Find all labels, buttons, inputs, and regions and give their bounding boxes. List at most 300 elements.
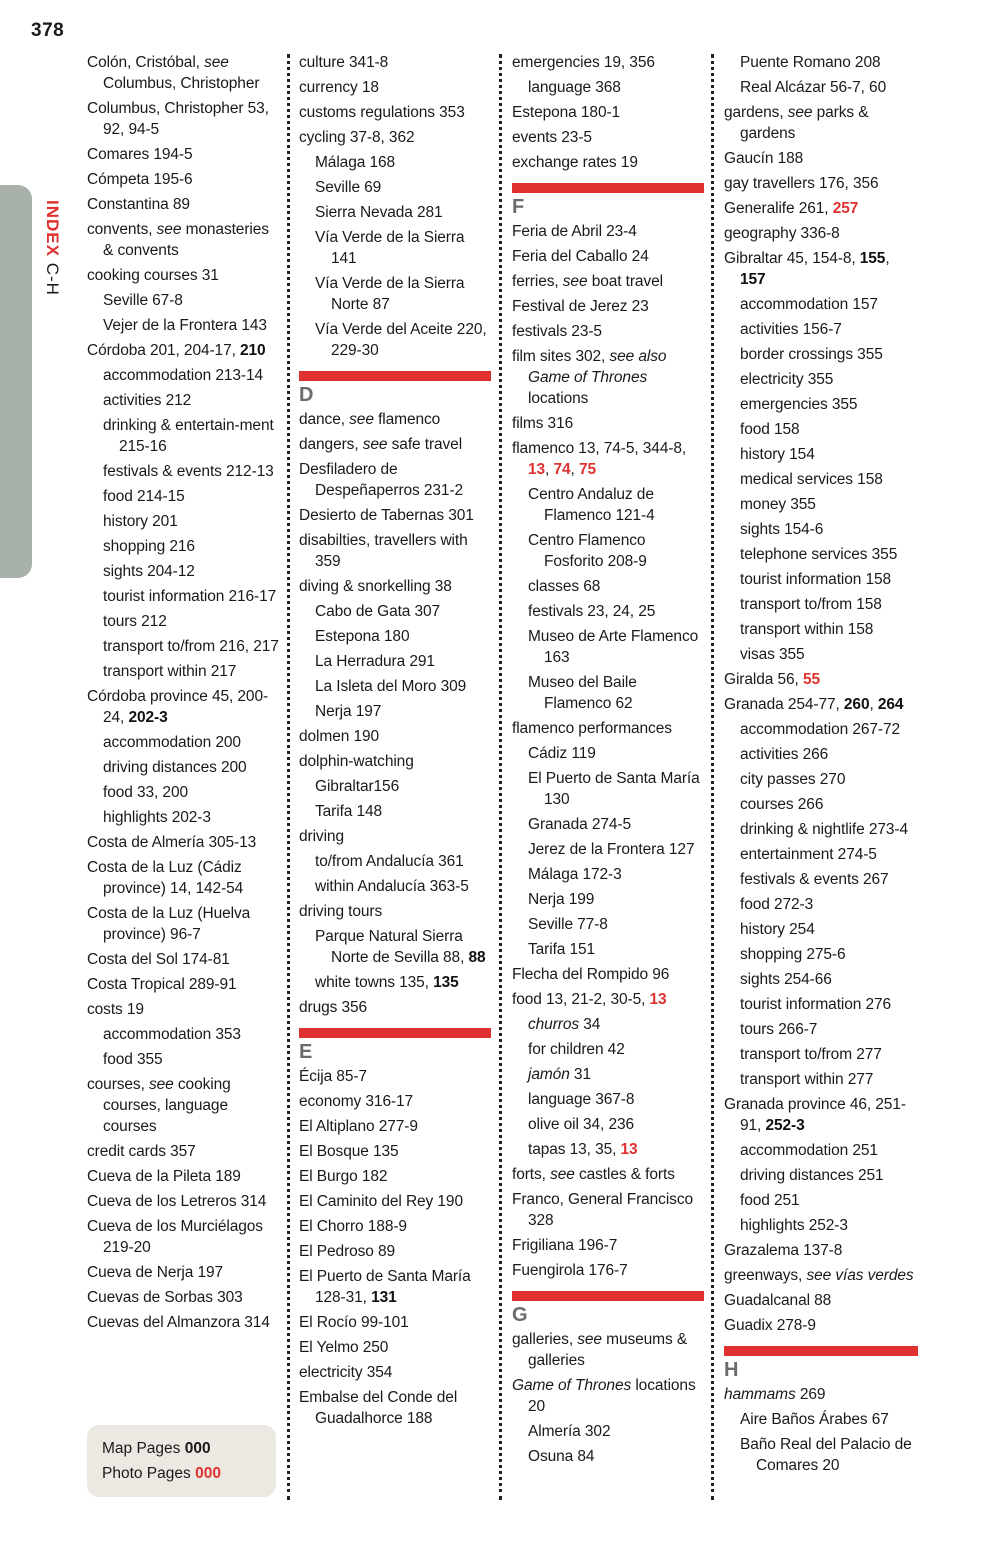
entry-text: activities 266 [740,746,829,763]
entry-text: La Herradura 291 [315,653,435,670]
entry-text: tourist information 158 [740,571,892,588]
index-entry [87,144,279,165]
index-subentry [512,889,704,910]
entry-text: for children 42 [528,1041,625,1058]
index-subentry [87,290,279,311]
index-subentry [512,576,704,597]
entry-text: see [550,1166,575,1183]
entry-text: medical services 158 [740,471,883,488]
entry-text: geography 336-8 [724,225,840,242]
entry-text: ferries, [512,273,563,290]
index-entry [299,726,491,747]
index-subentry [724,769,918,790]
map-page-ref: 157 [740,271,766,288]
index-entry [512,1189,704,1231]
index-subentry [299,926,491,968]
index-subentry [512,743,704,764]
entry-text: driving tours [299,903,383,920]
entry-text: transport to/from 158 [740,596,882,613]
index-subentry [512,1039,704,1060]
index-subentry [512,1421,704,1442]
column-divider [287,54,290,1500]
index-subentry [512,1139,704,1160]
entry-text: food 13, 21-2, 30-5, [512,991,650,1008]
index-entry [87,857,279,899]
entry-text: Feria de Abril 23-4 [512,223,637,240]
index-subentry [299,651,491,672]
entry-text: transport to/from 216, 217 [103,638,279,655]
entry-text: Puente Romano 208 [740,54,881,71]
index-subentry [724,869,918,890]
index-subentry [512,1089,704,1110]
entry-text: classes 68 [528,578,601,595]
photo-page-ref: 55 [802,671,820,688]
entry-text: Seville 77-8 [528,916,608,933]
index-entry [512,271,704,292]
entry-text: La Isleta del Moro 309 [315,678,467,695]
entry-text: Costa de Almería 305-13 [87,834,257,851]
index-subentry [512,1014,704,1035]
entry-text: festivals & events 212-13 [103,463,274,480]
section-letter: H [724,1359,739,1381]
entry-text: El Rocío 99-101 [299,1314,409,1331]
entry-text: Costa de la Luz (Cádiz province) 14, 142-54 [87,859,244,897]
index-subentry [87,636,279,657]
entry-text: Estepona 180-1 [512,104,621,121]
entry-text: films 316 [512,415,574,432]
index-entry [299,1312,491,1333]
index-subentry [299,676,491,697]
entry-text: border crossings 355 [740,346,883,363]
entry-text: convents, [87,221,157,238]
entry-text: cooking courses, language courses [103,1076,231,1135]
index-entry [299,751,491,772]
entry-text: Colón, Cristóbal, [87,54,205,71]
index-subentry [724,644,918,665]
entry-text: Cuevas de Sorbas 303 [87,1289,243,1306]
entry-text: flamenco [373,411,441,428]
entry-text: Baño Real del Palacio de Comares 20 [740,1436,912,1474]
entry-text: see [204,54,229,71]
index-subentry [724,319,918,340]
index-subentry [299,152,491,173]
entry-text: Almería 302 [528,1423,611,1440]
page-key-box [87,1425,276,1497]
entry-text: Desierto de Tabernas 301 [299,507,474,524]
entry-text: drugs 356 [299,999,368,1016]
index-subentry [87,486,279,507]
index-entry [512,321,704,342]
index-subentry [724,744,918,765]
index-subentry [512,1064,704,1085]
index-column-2 [299,52,491,1433]
index-entry [512,246,704,267]
index-entry [87,1141,279,1162]
entry-text: electricity 355 [740,371,834,388]
entry-text: 31 [569,1066,591,1083]
entry-text: see [149,1076,174,1093]
entry-text: tourist information 276 [740,996,892,1013]
entry-text: shopping 275-6 [740,946,846,963]
index-entry [299,530,491,572]
entry-text: events 23-5 [512,129,592,146]
section-bar [299,371,491,381]
entry-text: Seville 69 [315,179,382,196]
index-subentry [724,444,918,465]
index-subentry [87,782,279,803]
entry-text: activities 156-7 [740,321,842,338]
entry-text: drinking & nightlife 273-4 [740,821,909,838]
entry-text: see [349,411,374,428]
index-subentry [724,77,918,98]
entry-text: sights 204-12 [103,563,195,580]
index-subentry [87,586,279,607]
index-subentry [299,876,491,897]
index-entry [512,1329,704,1371]
index-subentry [87,807,279,828]
entry-text: parks & gardens [740,104,869,142]
photo-page-ref: 257 [832,200,859,217]
map-page-ref: 202-3 [128,709,168,726]
index-entry [512,989,704,1010]
index-entry [299,576,491,597]
index-subentry [724,994,918,1015]
index-entry [512,221,704,242]
index-subentry [87,732,279,753]
index-entry [299,1266,491,1308]
entry-text: city passes 270 [740,771,846,788]
entry-text: Parque Natural Sierra Norte de Sevilla 88, [315,928,469,966]
index-entry [299,459,491,501]
entry-text: Vejer de la Frontera 143 [103,317,267,334]
entry-text: currency 18 [299,79,379,96]
entry-text: within Andalucía 363-5 [315,878,469,895]
index-entry [87,340,279,361]
index-subentry [724,419,918,440]
index-entry [512,1375,704,1417]
entry-text: Vía Verde de la Sierra Norte 87 [315,275,465,313]
index-subentry [299,601,491,622]
map-page-ref: 155 [859,250,886,267]
index-entry [512,1235,704,1256]
entry-text: white towns 135, [315,974,434,991]
entry-text: festivals 23-5 [512,323,602,340]
index-subentry [724,1140,918,1161]
index-entry [299,826,491,847]
entry-text: El Burgo 182 [299,1168,388,1185]
entry-text: El Pedroso 89 [299,1243,396,1260]
index-entry [512,127,704,148]
index-subentry [724,394,918,415]
entry-text: Vía Verde de la Sierra 141 [315,229,465,267]
entry-text: , [885,250,890,267]
side-tab [0,185,32,578]
index-column-3 [512,52,704,1471]
section-bar [299,1028,491,1038]
section-tab-label [42,200,64,370]
entry-text: visas 355 [740,646,805,663]
photo-pages-key [102,1465,221,1483]
index-entry [299,52,491,73]
entry-text: history 201 [103,513,178,530]
index-entry [724,669,918,690]
index-range: C-H [43,262,62,296]
index-subentry [724,52,918,73]
index-label: INDEX [43,200,62,257]
index-column-4 [724,52,918,1480]
index-subentry [299,776,491,797]
index-subentry [512,530,704,572]
index-subentry [299,626,491,647]
index-subentry [724,344,918,365]
index-entry [87,1287,279,1308]
entry-text: see also Game of Thrones [528,348,667,386]
entry-text: galleries, [512,1331,578,1348]
index-entry [724,694,918,715]
entry-text: Gibraltar 45, 154-8, [724,250,860,267]
index-entry [724,102,918,144]
entry-text: locations [528,390,589,407]
entry-text: Franco, General Francisco 328 [512,1191,693,1229]
entry-text: Grazalema 137-8 [724,1242,843,1259]
photo-page-ref: 75 [578,461,596,478]
entry-text: to/from Andalucía 361 [315,853,464,870]
index-subentry [724,1215,918,1236]
entry-text: emergencies 19, 356 [512,54,655,71]
entry-text: Constantina 89 [87,196,190,213]
index-entry [512,964,704,985]
index-entry [87,98,279,140]
index-subentry [724,619,918,640]
entry-text: tapas 13, 35, [528,1141,621,1158]
index-entry [724,198,918,219]
index-entry [724,248,918,290]
entry-text: hammams [724,1386,796,1403]
index-subentry [87,561,279,582]
index-entry [724,1290,918,1311]
column-divider [711,54,714,1500]
entry-text: language 367-8 [528,1091,635,1108]
entry-text: Guadalcanal 88 [724,1292,832,1309]
entry-text: , [545,461,554,478]
entry-text: tours 212 [103,613,167,630]
entry-text: see [577,1331,602,1348]
index-subentry [512,484,704,526]
index-subentry [299,273,491,315]
index-entry [299,1066,491,1087]
index-subentry [724,519,918,540]
entry-text: Tarifa 151 [528,941,596,958]
index-entry [299,1362,491,1383]
index-entry [299,1216,491,1237]
entry-text: Cueva de la Pileta 189 [87,1168,241,1185]
index-subentry [512,601,704,622]
index-entry [87,169,279,190]
entry-text: driving distances 200 [103,759,247,776]
entry-text: flamenco performances [512,720,672,737]
entry-text: El Bosque 135 [299,1143,399,1160]
entry-text: museums & galleries [528,1331,688,1369]
map-page-ref: 88 [468,949,486,966]
index-subentry [724,294,918,315]
photo-pages-value: 000 [195,1465,221,1482]
entry-text: see vías verdes [806,1267,914,1284]
entry-text: food 251 [740,1192,800,1209]
section-bar [512,183,704,193]
entry-text: driving [299,828,344,845]
section-bar [512,1291,704,1301]
index-subentry [87,390,279,411]
entry-text: costs 19 [87,1001,144,1018]
index-subentry [724,544,918,565]
entry-text: El Yelmo 250 [299,1339,389,1356]
index-entry [299,1387,491,1429]
index-entry [87,1216,279,1258]
index-entry [299,997,491,1018]
entry-text: El Puerto de Santa María 128-31, [299,1268,471,1306]
entry-text: Cómpeta 195-6 [87,171,193,188]
photo-page-ref: 13 [649,991,667,1008]
index-entry [724,1265,918,1286]
entry-text: El Puerto de Santa María 130 [528,770,700,808]
index-subentry [299,972,491,993]
index-entry [512,346,704,409]
entry-text: see [156,221,182,238]
index-entry [87,686,279,728]
index-subentry [512,626,704,668]
index-subentry [87,757,279,778]
entry-text: accommodation 157 [740,296,878,313]
section-bar [724,1346,918,1356]
entry-text: see [562,273,588,290]
entry-text: film sites 302, [512,348,610,365]
map-pages-value: 000 [184,1440,211,1457]
index-subentry [724,719,918,740]
index-entry [87,949,279,970]
entry-text: Nerja 199 [528,891,595,908]
entry-text: safe travel [387,436,463,453]
entry-text: gardens, [724,104,788,121]
index-subentry [87,1049,279,1070]
index-entry [299,1191,491,1212]
entry-text: 269 [795,1386,826,1403]
index-subentry [724,1044,918,1065]
index-entry [512,1164,704,1185]
entry-text: tours 266-7 [740,1021,818,1038]
index-subentry [724,1434,918,1476]
map-pages-label: Map Pages [102,1440,185,1457]
index-entry [512,52,704,73]
index-subentry [512,914,704,935]
index-subentry [512,939,704,960]
entry-text: emergencies 355 [740,396,858,413]
index-subentry [87,315,279,336]
entry-text: credit cards 357 [87,1143,196,1160]
index-subentry [724,819,918,840]
index-subentry [87,661,279,682]
entry-text: Cuevas del Almanzora 314 [87,1314,270,1331]
index-subentry [724,369,918,390]
index-subentry [512,864,704,885]
column-divider [499,54,502,1500]
entry-text: Frigiliana 196-7 [512,1237,618,1254]
index-entry [299,1166,491,1187]
section-letter: G [512,1304,528,1326]
entry-text: 34 [579,1016,601,1033]
index-entry [724,1315,918,1336]
entry-text: Granada province 46, 251-91, [724,1096,906,1134]
entry-text: jamón [528,1066,570,1083]
entry-text: history 154 [740,446,815,463]
section-header-d [299,371,491,407]
index-subentry [724,1190,918,1211]
index-subentry [299,227,491,269]
index-entry [512,1260,704,1281]
section-header-g [512,1291,704,1327]
entry-text: Costa del Sol 174-81 [87,951,230,968]
entry-text: dolphin-watching [299,753,414,770]
index-subentry [512,1446,704,1467]
index-entry [87,52,279,94]
entry-text: castles & forts [574,1166,675,1183]
index-entry [87,1074,279,1137]
entry-text: Game of Thrones [512,1377,632,1394]
map-page-ref: 131 [371,1289,397,1306]
entry-text: Festival de Jerez 23 [512,298,649,315]
entry-text: festivals & events 267 [740,871,889,888]
index-subentry [724,894,918,915]
entry-text: diving & snorkelling 38 [299,578,452,595]
index-entry [299,434,491,455]
entry-text: Centro Andaluz de Flamenco 121-4 [528,486,655,524]
index-column-1 [87,52,279,1337]
entry-text: history 254 [740,921,815,938]
entry-text: food 272-3 [740,896,814,913]
entry-text: money 355 [740,496,816,513]
index-entry [299,1091,491,1112]
photo-pages-label: Photo Pages [102,1465,196,1482]
entry-text: Columbus, Christopher [103,75,260,92]
entry-text: transport to/from 277 [740,1046,882,1063]
entry-text: highlights 252-3 [740,1217,848,1234]
entry-text: food 158 [740,421,800,438]
index-subentry [724,944,918,965]
entry-text: accommodation 267-72 [740,721,900,738]
entry-text: food 214-15 [103,488,185,505]
entry-text: Écija 85-7 [299,1068,367,1085]
entry-text: economy 316-17 [299,1093,414,1110]
section-letter: F [512,196,525,218]
entry-text: Gaucín 188 [724,150,804,167]
photo-page-ref: 13 [528,461,546,478]
index-subentry [724,1019,918,1040]
page-number: 378 [31,20,65,41]
entry-text: Museo del Baile Flamenco 62 [528,674,637,712]
index-subentry [512,672,704,714]
entry-text: telephone services 355 [740,546,898,563]
entry-text: accommodation 251 [740,1142,878,1159]
index-subentry [512,814,704,835]
map-pages-key [102,1440,211,1458]
entry-text: cooking courses 31 [87,267,219,284]
map-page-ref: 210 [240,342,266,359]
entry-text: disabilties, travellers with 359 [299,532,468,570]
section-header-f [512,183,704,219]
entry-text: Guadix 278-9 [724,1317,816,1334]
entry-text: Estepona 180 [315,628,410,645]
index-subentry [724,794,918,815]
entry-text: Málaga 168 [315,154,396,171]
